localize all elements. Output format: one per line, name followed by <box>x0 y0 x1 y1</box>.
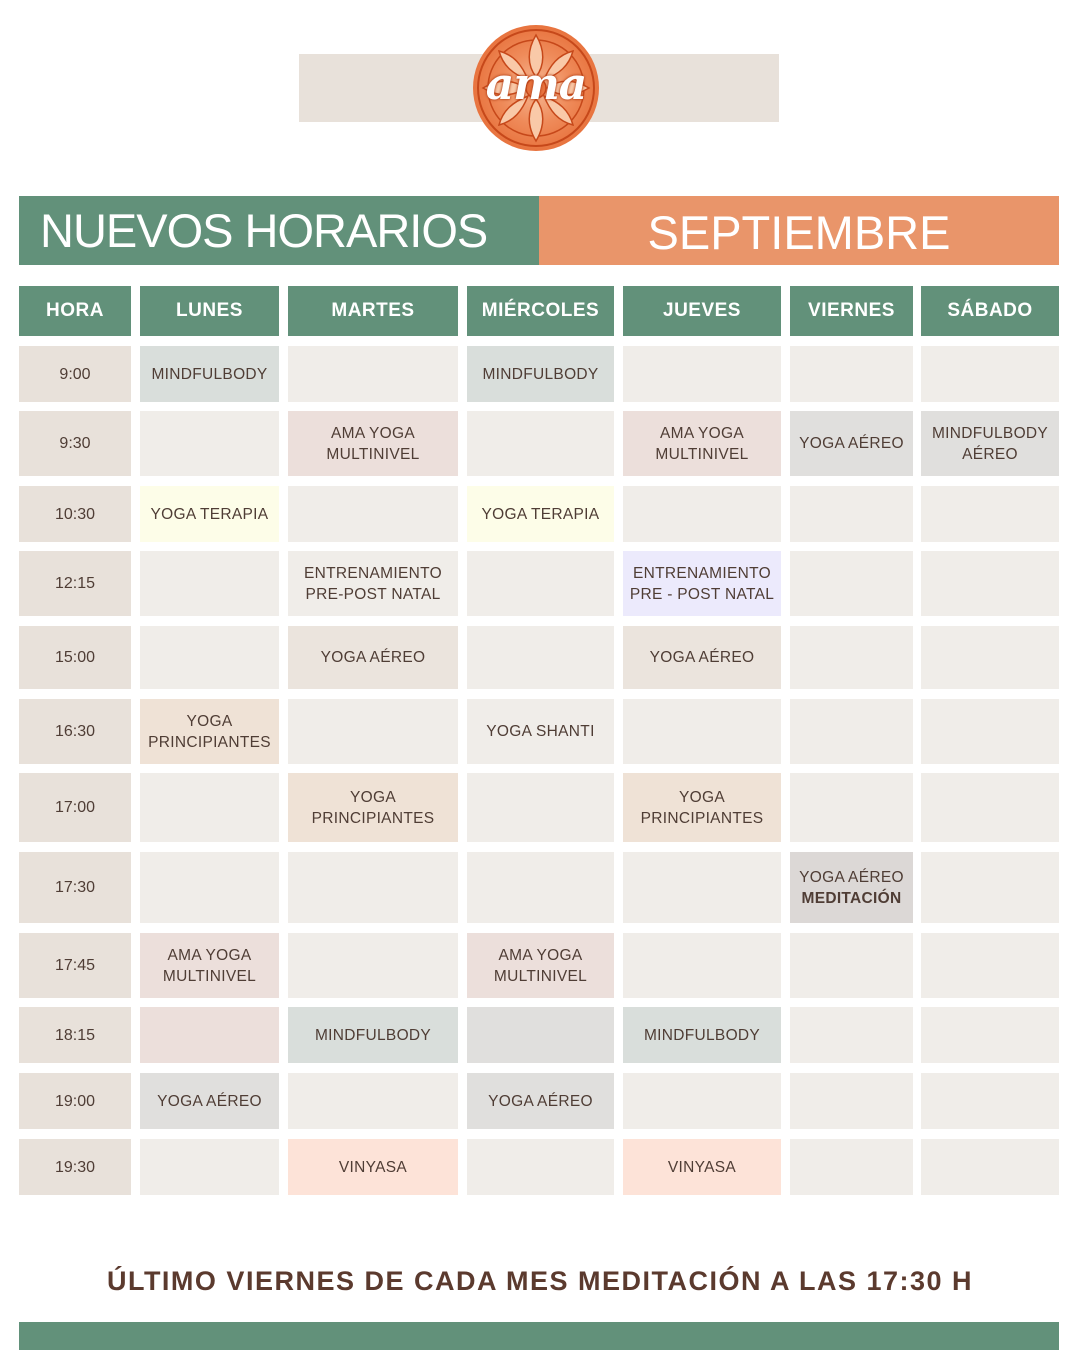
empty-cell <box>140 773 279 842</box>
empty-cell <box>140 411 279 476</box>
time-cell: 9:00 <box>19 346 131 402</box>
time-cell: 17:30 <box>19 852 131 923</box>
empty-cell <box>467 1007 614 1063</box>
time-cell: 19:00 <box>19 1073 131 1129</box>
class-label: AMA YOGA MULTINIVEL <box>493 946 588 985</box>
class-cell-lunes <box>140 699 279 764</box>
empty-cell <box>921 551 1059 616</box>
class-cell-viernes <box>790 852 913 923</box>
class-label: YOGA PRINCIPIANTES <box>148 712 271 751</box>
class-cell-miercoles <box>467 486 614 542</box>
header-sabado: SÁBADO <box>921 286 1059 336</box>
footer-bar <box>19 1322 1059 1350</box>
empty-cell <box>790 699 913 764</box>
class-label: MINDFULBODY <box>314 1026 432 1044</box>
time-cell: 15:00 <box>19 626 131 689</box>
empty-cell <box>140 551 279 616</box>
logo-text: ama <box>485 59 587 110</box>
class-cell-martes <box>288 1007 458 1063</box>
empty-cell <box>140 1139 279 1195</box>
empty-cell <box>623 699 781 764</box>
class-label: YOGA TERAPIA <box>481 505 600 523</box>
class-cell-jueves <box>623 411 781 476</box>
class-label: ENTRENAMIENTO PRE-POST NATAL <box>304 564 442 603</box>
header-viernes: VIERNES <box>790 286 913 336</box>
empty-cell <box>623 486 781 542</box>
class-cell-sabado <box>921 411 1059 476</box>
class-label: MINDFULBODY <box>482 365 599 383</box>
class-label: YOGA PRINCIPIANTES <box>311 788 435 827</box>
empty-cell <box>790 933 913 998</box>
empty-cell <box>288 486 458 542</box>
empty-cell <box>623 1073 781 1129</box>
time-cell: 17:45 <box>19 933 131 998</box>
class-label: YOGA AÉREO <box>157 1092 262 1110</box>
class-cell-miercoles <box>467 699 614 764</box>
class-label: AMA YOGA MULTINIVEL <box>326 424 420 463</box>
ama-logo <box>473 25 599 151</box>
class-cell-lunes <box>140 346 279 402</box>
empty-cell <box>790 551 913 616</box>
empty-cell <box>467 773 614 842</box>
empty-cell <box>623 933 781 998</box>
empty-cell <box>790 626 913 689</box>
time-cell: 16:30 <box>19 699 131 764</box>
class-label: MINDFULBODY <box>151 365 268 383</box>
class-cell-jueves <box>623 773 781 842</box>
empty-cell <box>921 346 1059 402</box>
class-label: YOGA AÉREO <box>799 435 904 452</box>
class-cell-martes <box>288 551 458 616</box>
header-miercoles: MIÉRCOLES <box>467 286 614 336</box>
time-cell: 19:30 <box>19 1139 131 1195</box>
class-label: YOGA SHANTI <box>486 723 595 740</box>
class-label: YOGA TERAPIA <box>150 505 269 523</box>
time-cell: 17:00 <box>19 773 131 842</box>
empty-cell <box>288 852 458 923</box>
empty-cell <box>921 699 1059 764</box>
header-hora: HORA <box>19 286 131 336</box>
empty-cell <box>921 486 1059 542</box>
empty-cell <box>467 551 614 616</box>
empty-cell <box>790 773 913 842</box>
empty-cell <box>921 933 1059 998</box>
time-cell: 9:30 <box>19 411 131 476</box>
class-label: AMA YOGA MULTINIVEL <box>162 946 257 985</box>
class-cell-martes <box>288 626 458 689</box>
empty-cell <box>790 346 913 402</box>
empty-cell <box>623 852 781 923</box>
class-label: AMA YOGA MULTINIVEL <box>655 424 749 463</box>
empty-cell <box>790 1139 913 1195</box>
empty-cell <box>288 1073 458 1129</box>
empty-cell <box>921 852 1059 923</box>
class-label: MINDFULBODY <box>643 1026 761 1044</box>
header-lunes: LUNES <box>140 286 279 336</box>
empty-cell <box>288 346 458 402</box>
empty-cell <box>140 626 279 689</box>
footer-note: ÚLTIMO VIERNES DE CADA MES MEDITACIÓN A LAS 17:30 H <box>106 1266 974 1296</box>
empty-cell <box>467 626 614 689</box>
class-label: YOGA AÉREO <box>649 649 755 666</box>
class-cell-jueves <box>623 626 781 689</box>
banner-month: SEPTIEMBRE <box>539 196 1059 265</box>
class-cell-martes <box>288 773 458 842</box>
meditation-label: MEDITACIÓN <box>801 889 902 907</box>
class-label: YOGA PRINCIPIANTES <box>640 788 764 827</box>
empty-cell <box>467 411 614 476</box>
time-cell: 18:15 <box>19 1007 131 1063</box>
class-cell-jueves <box>623 551 781 616</box>
empty-cell <box>467 852 614 923</box>
class-cell-lunes <box>140 933 279 998</box>
empty-cell <box>921 1073 1059 1129</box>
empty-cell <box>921 1007 1059 1063</box>
class-cell-lunes <box>140 486 279 542</box>
empty-cell <box>790 1007 913 1063</box>
empty-cell <box>921 773 1059 842</box>
class-label: VINYASA <box>667 1158 737 1176</box>
empty-cell <box>921 1139 1059 1195</box>
class-label: YOGA AÉREO <box>320 649 426 666</box>
class-cell-miercoles <box>467 346 614 402</box>
class-label: MINDFULBODY AÉREO <box>931 424 1049 463</box>
header-martes: MARTES <box>288 286 458 336</box>
class-label: YOGA AÉREO <box>799 868 904 886</box>
empty-cell <box>790 486 913 542</box>
empty-cell <box>623 346 781 402</box>
empty-cell <box>288 699 458 764</box>
class-cell-jueves <box>623 1139 781 1195</box>
class-cell-viernes <box>790 411 913 476</box>
class-cell-miercoles <box>467 1073 614 1129</box>
class-label: VINYASA <box>338 1158 408 1176</box>
empty-cell <box>790 1073 913 1129</box>
time-cell: 10:30 <box>19 486 131 542</box>
class-cell-martes <box>288 411 458 476</box>
empty-cell <box>140 852 279 923</box>
time-cell: 12:15 <box>19 551 131 616</box>
class-label: ENTRENAMIENTO PRE - POST NATAL <box>629 564 775 603</box>
empty-cell <box>140 1007 279 1063</box>
class-cell-lunes <box>140 1073 279 1129</box>
empty-cell <box>288 933 458 998</box>
banner-title: NUEVOS HORARIOS <box>19 196 539 265</box>
class-cell-martes <box>288 1139 458 1195</box>
empty-cell <box>467 1139 614 1195</box>
class-cell-jueves <box>623 1007 781 1063</box>
empty-cell <box>921 626 1059 689</box>
class-cell-miercoles <box>467 933 614 998</box>
class-label: YOGA AÉREO <box>488 1092 593 1110</box>
header-jueves: JUEVES <box>623 286 781 336</box>
